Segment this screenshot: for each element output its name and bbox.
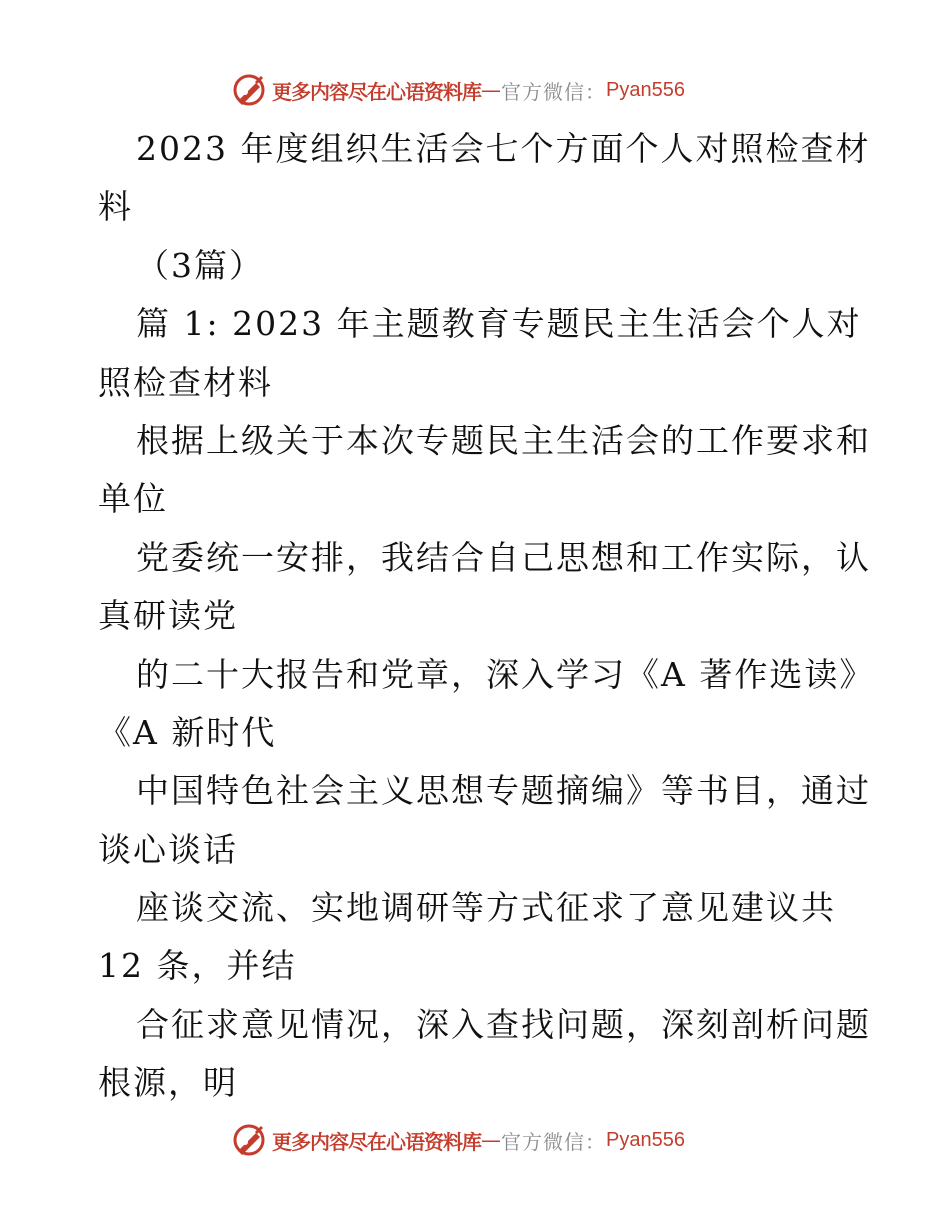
article-heading-line-1: 篇 1: 2023 年主题教育专题民主生活会个人对 xyxy=(136,304,862,344)
banner-wechat-label: 官方微信： xyxy=(501,1129,606,1154)
banner-dash: — xyxy=(481,78,501,102)
header-banner xyxy=(232,70,712,110)
banner-wechat-id: Pyan556 xyxy=(606,1128,685,1151)
paragraph-line: 根源，明 xyxy=(98,1063,238,1103)
paragraph-line: 中国特色社会主义思想专题摘编》等书目，通过 xyxy=(136,771,871,811)
title-line-2: 料 xyxy=(98,187,133,227)
paragraph-line: 的二十大报告和党章，深入学习《A 著作选读》 xyxy=(136,654,875,694)
banner-wechat-id: Pyan556 xyxy=(606,78,685,101)
pen-logo-icon xyxy=(232,1123,266,1157)
paragraph-line: 《A 新时代 xyxy=(98,712,277,752)
pen-logo-icon xyxy=(232,73,266,107)
banner-site-text: 更多内容尽在心语资料库 xyxy=(272,79,481,104)
paragraph-line: 谈心谈话 xyxy=(98,829,238,869)
footer-banner xyxy=(232,1120,712,1160)
paragraph-line: 根据上级关于本次专题民主生活会的工作要求和 xyxy=(136,420,871,460)
paragraph-line: 单位 xyxy=(98,479,168,519)
title-line-1: 2023 年度组织生活会七个方面个人对照检查材 xyxy=(136,129,871,168)
article-heading-line-2: 照检查材料 xyxy=(98,362,273,402)
paragraph-line: 真研读党 xyxy=(98,596,238,636)
banner-site-text: 更多内容尽在心语资料库 xyxy=(272,1129,481,1154)
title-count: （3篇） xyxy=(136,245,264,285)
paragraph-line: 12 条，并结 xyxy=(98,946,297,986)
banner-wechat-label: 官方微信： xyxy=(501,79,606,104)
paragraph-line: 座谈交流、实地调研等方式征求了意见建议共 xyxy=(136,888,836,928)
paragraph-line: 党委统一安排，我结合自己思想和工作实际，认 xyxy=(136,537,871,577)
banner-dash: — xyxy=(481,1128,501,1152)
paragraph-line: 合征求意见情况，深入查找问题，深刻剖析问题 xyxy=(136,1004,871,1044)
document-body xyxy=(98,120,875,1113)
